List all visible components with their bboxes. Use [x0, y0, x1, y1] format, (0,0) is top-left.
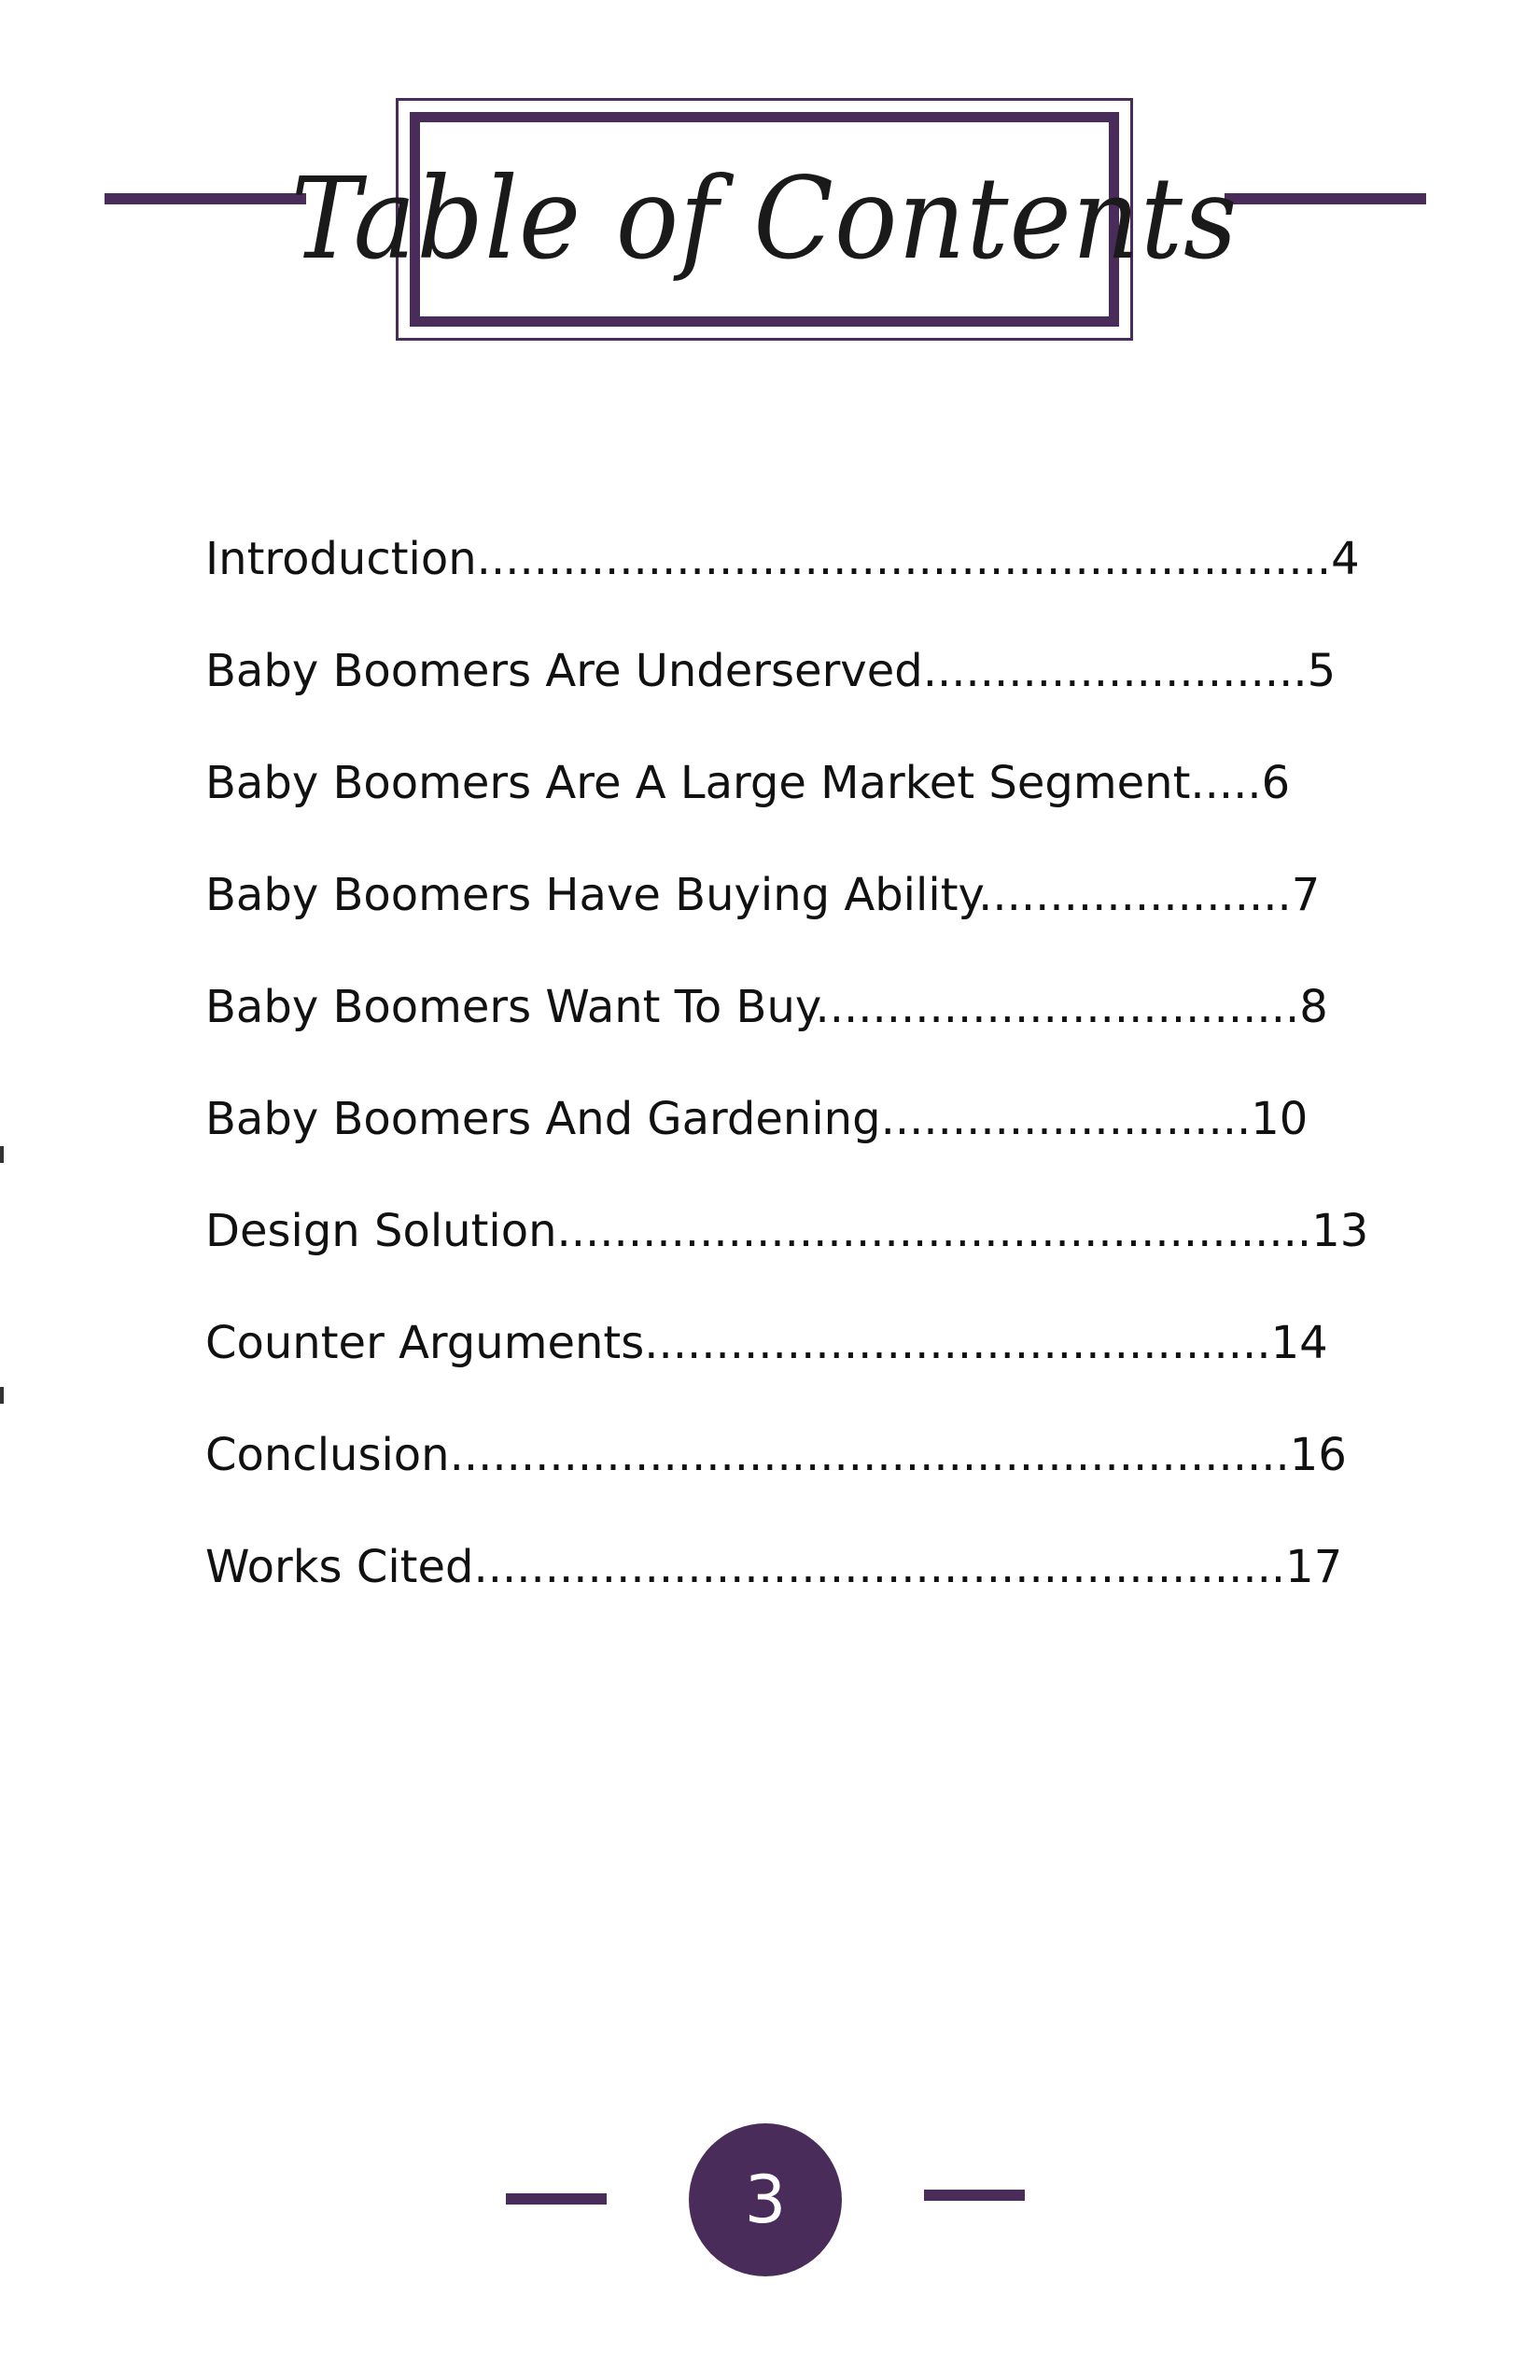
edge-tick-mark	[0, 1146, 4, 1163]
toc-entry-buying-ability[interactable]: Baby Boomers Have Buying Ability......................7	[205, 869, 1321, 921]
toc-entry-conclusion[interactable]: Conclusion...........................................................16	[205, 1429, 1347, 1481]
footer-rule-left	[506, 2193, 607, 2205]
toc-entry-market-segment[interactable]: Baby Boomers Are A Large Market Segment.....6	[205, 757, 1291, 809]
title-frame	[290, 98, 1239, 341]
toc-entry-works-cited[interactable]: Works Cited.........................................................17	[205, 1541, 1343, 1593]
header-rule-left	[105, 193, 306, 204]
page-number: 3	[744, 2162, 787, 2238]
page-number-badge	[689, 2123, 842, 2276]
toc-entry-introduction[interactable]: Introduction............................................................4	[205, 533, 1360, 585]
toc-entry-underserved[interactable]: Baby Boomers Are Underserved...........................5	[205, 645, 1337, 697]
toc-entry-counter-arguments[interactable]: Counter Arguments............................................14	[205, 1317, 1328, 1369]
table-of-contents	[205, 523, 1369, 1643]
header-rule-right	[1225, 193, 1426, 204]
edge-tick-mark	[0, 1387, 4, 1404]
title-frame-inner	[290, 112, 1239, 327]
page-title: Table of Contents	[290, 153, 1239, 286]
toc-entry-design-solution[interactable]: Design Solution.....................................................13	[205, 1205, 1369, 1257]
footer-rule-right	[924, 2190, 1025, 2201]
toc-entry-want-to-buy[interactable]: Baby Boomers Want To Buy..................................8	[205, 981, 1328, 1033]
toc-entry-gardening[interactable]: Baby Boomers And Gardening..........................10	[205, 1093, 1309, 1145]
